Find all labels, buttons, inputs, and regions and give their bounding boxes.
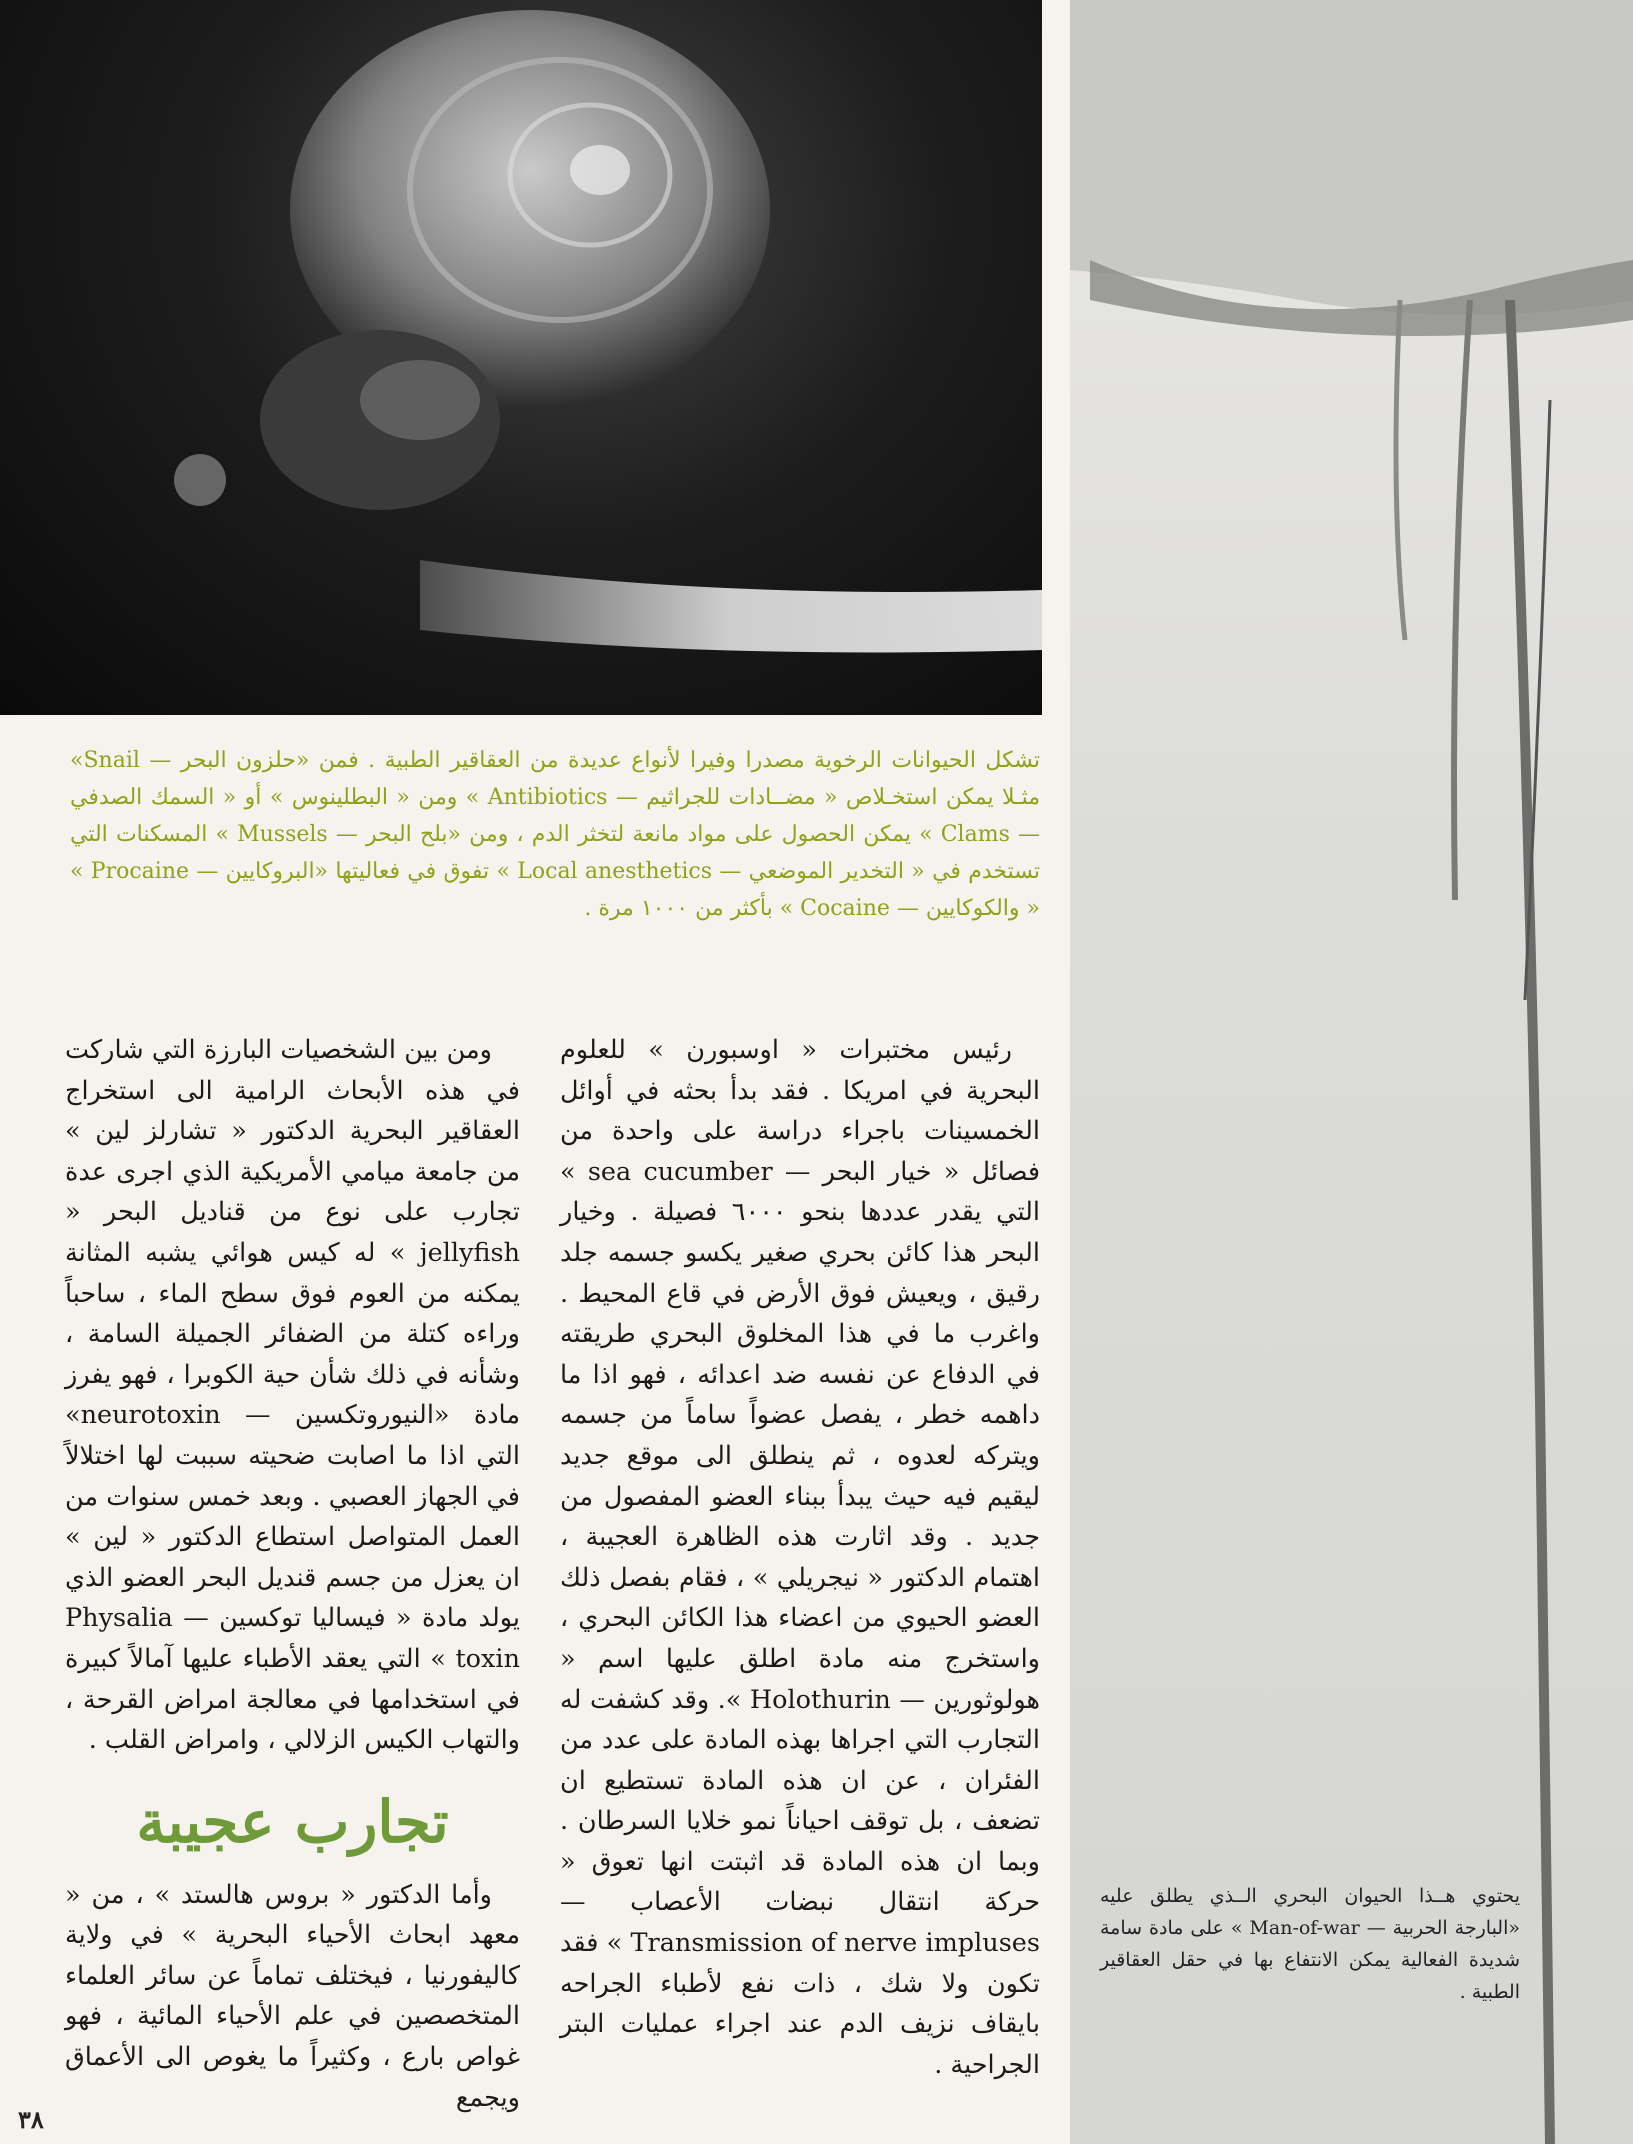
paragraph: رئيس مختبرات « اوسبورن » للعلوم البحرية في امريكا . فقد بدأ بحثه في أوائل الخمسينات باجراء دراسة على واحدة من فصائل « خيار البحر — sea cucumber » التي يقدر عددها بنحو ٦٠٠٠ فصيلة . وخيار البحر هذا كائن بحري صغير يكسو جسمه جلد رقيق ، ويعيش فوق الأرض في قاع المحيط . واغرب ما في هذا المخلوق البحري طريقته في الدفاع عن نفسه ضد اعدائه ، فهو اذا ما داهمه خطر ، يفصل عضواً ساماً من جسمه ويتركه لعدوه ، ثم ينطلق الى موقع جديد ليقيم فيه حيث يبدأ ببناء العضو المفصول من جديد . وقد اثارت هذه الظاهرة العجيبة ، اهتمام الدكتور « نيجريلي » ، فقام بفصل ذلك العضو الحيوي من اعضاء هذا الكائن البحري ، واستخرج منه مادة اطلق عليها اسم « هولوثورين — Holothurin ». وقد كشفت له التجارب التي اجراها بهذه المادة على عدد من الفئران ، عن ان هذه المادة تستطيع ان تضعف ، بل توقف احياناً نمو خلايا السرطان . وبما ان هذه المادة قد اثبتت انها تعوق « حركة انتقال نبضات الأعصاب — Transmission of nerve impluses » فقد تكون ولا شك ، ذات نفع لأطباء الجراحه بايقاف نزيف الدم عند اجراء عمليات البتر الجراحية . — [560, 1035, 1041, 2080]
page-number: ٣٨ — [18, 2105, 44, 2134]
section-heading: تجارب عجيبة — [136, 1787, 449, 1856]
snail-caption: تشكل الحيوانات الرخوية مصدرا وفيرا لأنواع عديدة من العقاقير الطبية . فمن «حلزون البحر — Snail» مثـلا يمكن استخـلاص « مضــادات للجراثيم — Antibiotics » ومن « البطلينوس » أو « السمك الصدفي — Clams » يمكن الحصول على مواد مانعة لتخثر الدم ، ومن «بلح البحر — Mussels » المسكنات التي تستخدم في « التخدير الموضعي — Local anesthetics » تفوق في فعاليتها «البروكايين — Procaine » « والكوكايين — Cocaine » بأكثر من ١٠٠٠ مرة . — [70, 748, 1041, 921]
paragraph: ومن بين الشخصيات البارزة التي شاركت في هذه الأبحاث الرامية الى استخراج العقاقير البحرية الدكتور « تشارلز لين » من جامعة ميامي الأمريكية الذي اجرى عدة تجارب على نوع من قناديل البحر « jellyfish » له كيس هوائي يشبه المثانة يمكنه من العوم فوق سطح الماء ، ساحباً وراءه كتلة من الضفائر الجميلة السامة ، وشأنه في ذلك شأن حية الكوبرا ، فهو يفرز مادة «النيوروتكسين — neurotoxin» التي اذا ما اصابت ضحيته سببت لها اختلالاً في الجهاز العصبي . وبعد خمس سنوات من العمل المتواصل استطاع الدكتور « لين » ان يعزل من جسم قنديل البحر العضو الذي يولد مادة « فيساليا توكسين — Physalia toxin » التي يعقد الأطباء عليها آمالاً كبيرة في استخدامها في معالجة امراض القرحة ، والتهاب الكيس الزلالي ، وامراض القلب . — [65, 1035, 520, 1756]
paragraph: وأما الدكتور « بروس هالستد » ، من « معهد ابحاث الأحياء البحرية » في ولاية كاليفورنيا ، فيختلف تماماً عن سائر العلماء المتخصصين في علم الأحياء المائية ، فهو غواص بارع ، وكثيراً ما يغوص الى الأعماق ويجمع — [65, 1879, 520, 2113]
man-of-war-caption: يحتوي هــذا الحيوان البحري الــذي يطلق عليه «البارجة الحربية — Man-of-war » على مادة سامة شديدة الفعالية يمكن الانتفاع بها في حقل العقاقير الطبية . — [1100, 1885, 1521, 2003]
article-column-right — [560, 1030, 1040, 2085]
man-of-war-photo — [1070, 0, 1633, 2144]
snail-photo — [0, 0, 1042, 715]
snail-illustration — [0, 0, 1042, 715]
article-column-left — [65, 1030, 520, 2118]
man-of-war-illustration — [1070, 0, 1633, 2144]
